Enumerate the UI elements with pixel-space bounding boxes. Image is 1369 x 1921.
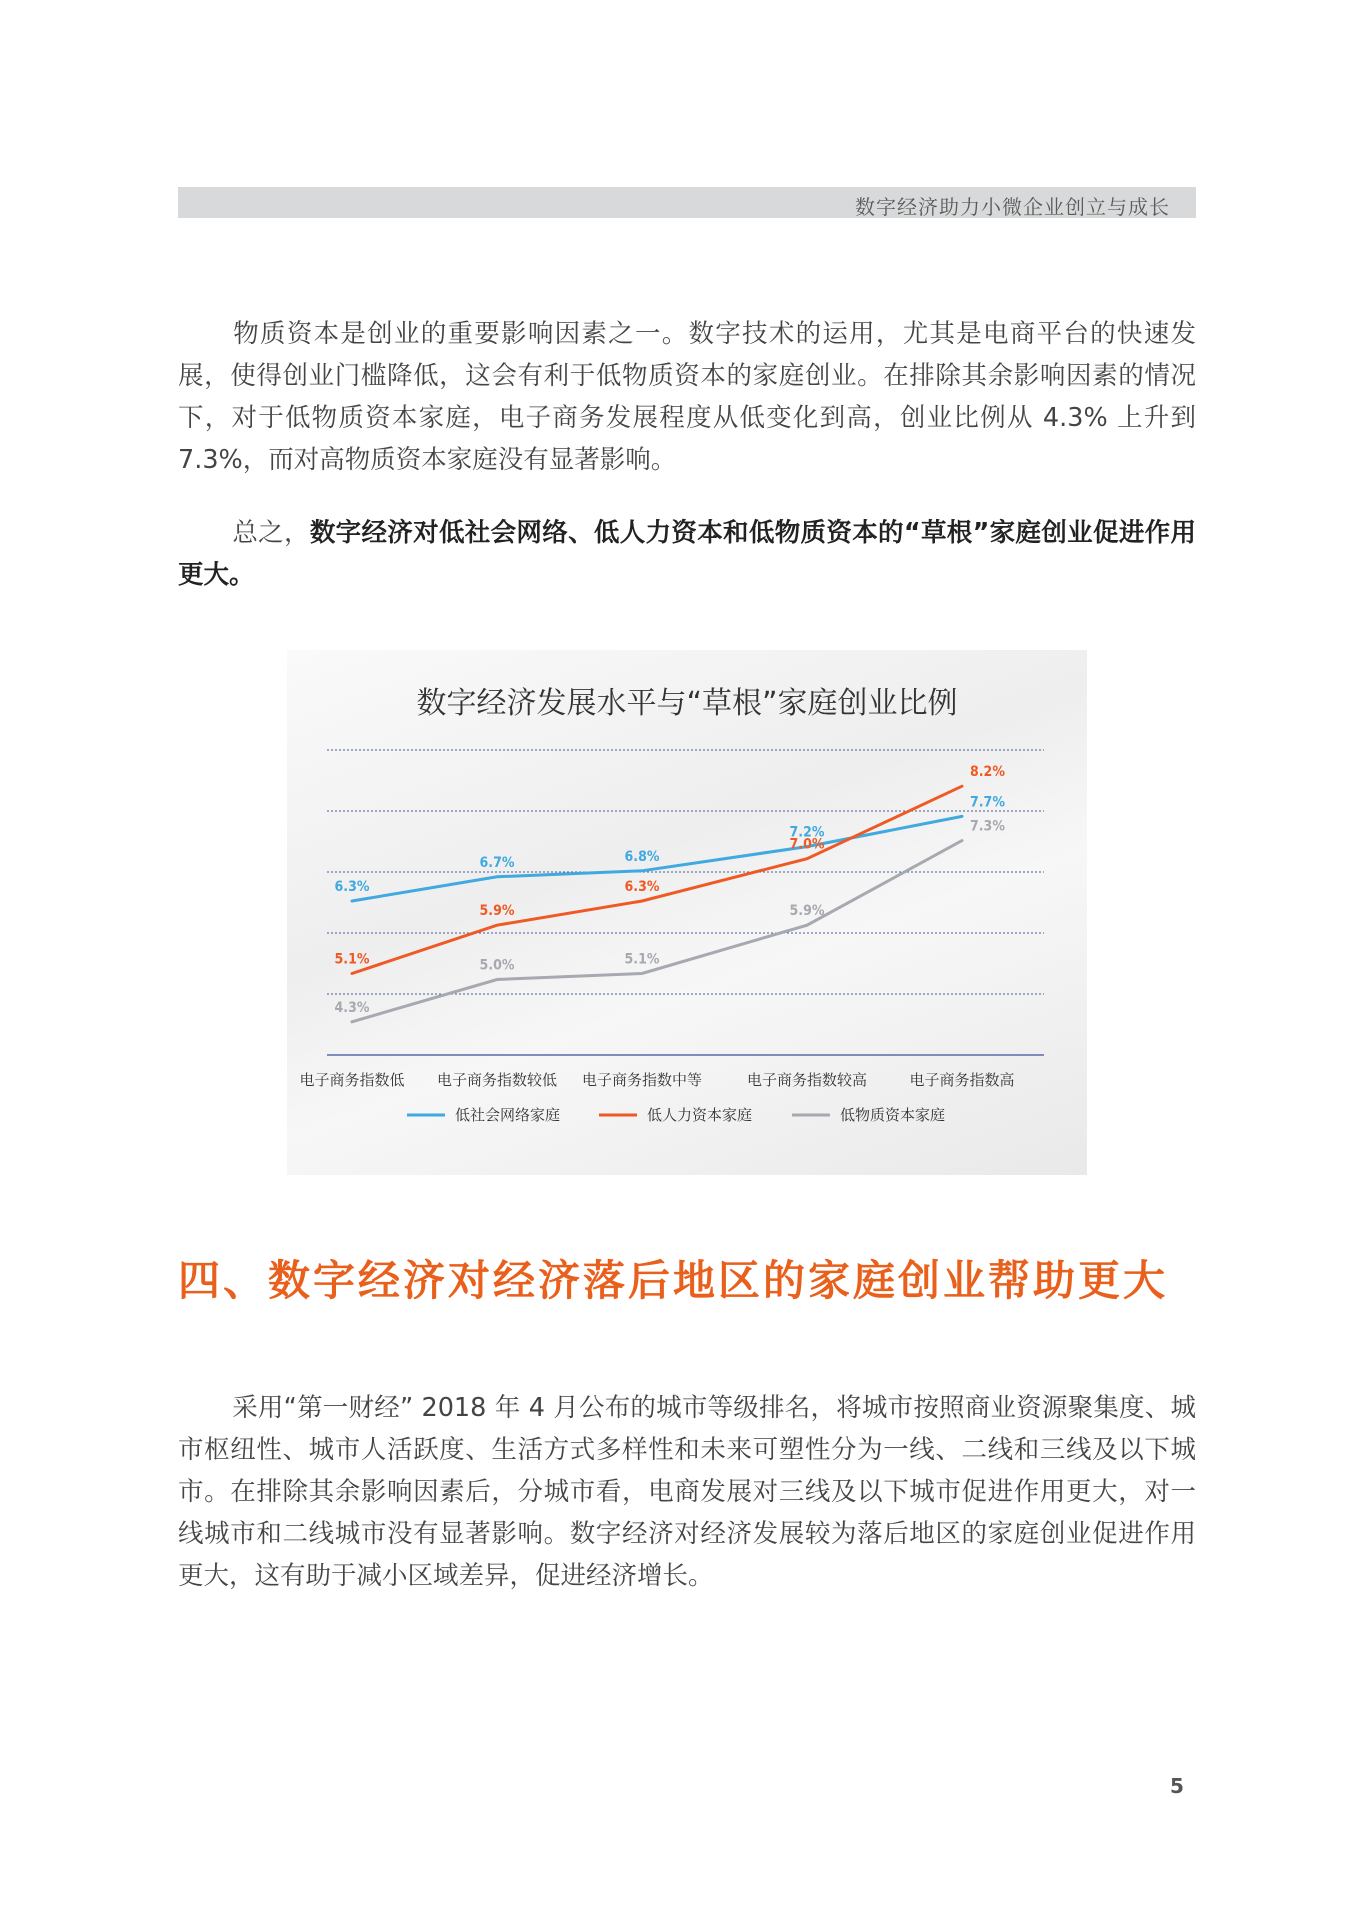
- paragraph-physical-capital: [178, 313, 1196, 481]
- summary-lead: 总之，: [232, 518, 310, 548]
- section-heading: 四、数字经济对经济落后地区的家庭创业帮助更大: [178, 1256, 1169, 1305]
- x-tick-label: 电子商务指数较低: [436, 1071, 558, 1089]
- data-label: 5.1%: [334, 951, 370, 968]
- chart-title: 数字经济发展水平与“草根”家庭创业比例: [416, 686, 958, 721]
- data-label: 5.9%: [479, 903, 515, 920]
- x-tick-label: 电子商务指数中等: [581, 1071, 703, 1089]
- paragraph-city-tiers: [178, 1387, 1196, 1597]
- header-bar: [178, 187, 1196, 218]
- legend-label: 低人力资本家庭: [647, 1106, 753, 1124]
- line-chart: [287, 650, 1087, 1175]
- data-label: 5.9%: [789, 903, 825, 920]
- data-label: 7.3%: [970, 818, 1005, 835]
- paragraph-summary: [178, 512, 1196, 596]
- data-label: 6.3%: [624, 879, 660, 895]
- data-label: 5.1%: [624, 951, 660, 968]
- paragraph-text: 物质资本是创业的重要影响因素之一。数字技术的运用，尤其是电商平台的快速发展，使得创业门槛降低，这会有利于低物质资本的家庭创业。在排除其余影响因素的情况下，对于低物质资本家庭，电子商务发展程度从低变化到高，创业比例从 4.3% 上升到 7.3%，而对高物质资本家庭没有显著影响。: [178, 319, 1196, 475]
- data-label: 7.0%: [789, 836, 825, 853]
- x-tick-label: 电子商务指数较高: [746, 1071, 868, 1089]
- header-title: 数字经济助力小微企业创立与成长: [855, 195, 1170, 219]
- data-label: 6.8%: [624, 848, 660, 865]
- data-label: 6.3%: [334, 879, 370, 895]
- legend-label: 低物质资本家庭: [840, 1106, 946, 1124]
- data-label: 4.3%: [334, 999, 370, 1016]
- chart-container: [287, 650, 1087, 1175]
- x-tick-label: 电子商务指数低: [299, 1071, 405, 1089]
- page-number: 5: [1170, 1774, 1184, 1798]
- data-label: 7.2%: [789, 824, 825, 841]
- summary-bold: 数字经济对低社会网络、低人力资本和低物质资本的“草根”家庭创业促进作用更大。: [178, 518, 1196, 590]
- data-label: 6.7%: [479, 854, 515, 871]
- data-label: 8.2%: [970, 764, 1005, 781]
- legend-label: 低社会网络家庭: [455, 1106, 561, 1124]
- paragraph-text: 采用“第一财经” 2018 年 4 月公布的城市等级排名，将城市按照商业资源聚集度、城市枢纽性、城市人活跃度、生活方式多样性和未来可塑性分为一线、二线和三线及以下城市。在排除其余影响因素后，分城市看，电商发展对三线及以下城市促进作用更大，对一线城市和二线城市没有显著影响。数字经济对经济发展较为落后地区的家庭创业促进作用更大，这有助于减小区域差异，促进经济增长。: [178, 1393, 1196, 1591]
- data-label: 7.7%: [970, 794, 1005, 811]
- data-label: 5.0%: [479, 957, 515, 974]
- x-tick-label: 电子商务指数高: [909, 1071, 1015, 1089]
